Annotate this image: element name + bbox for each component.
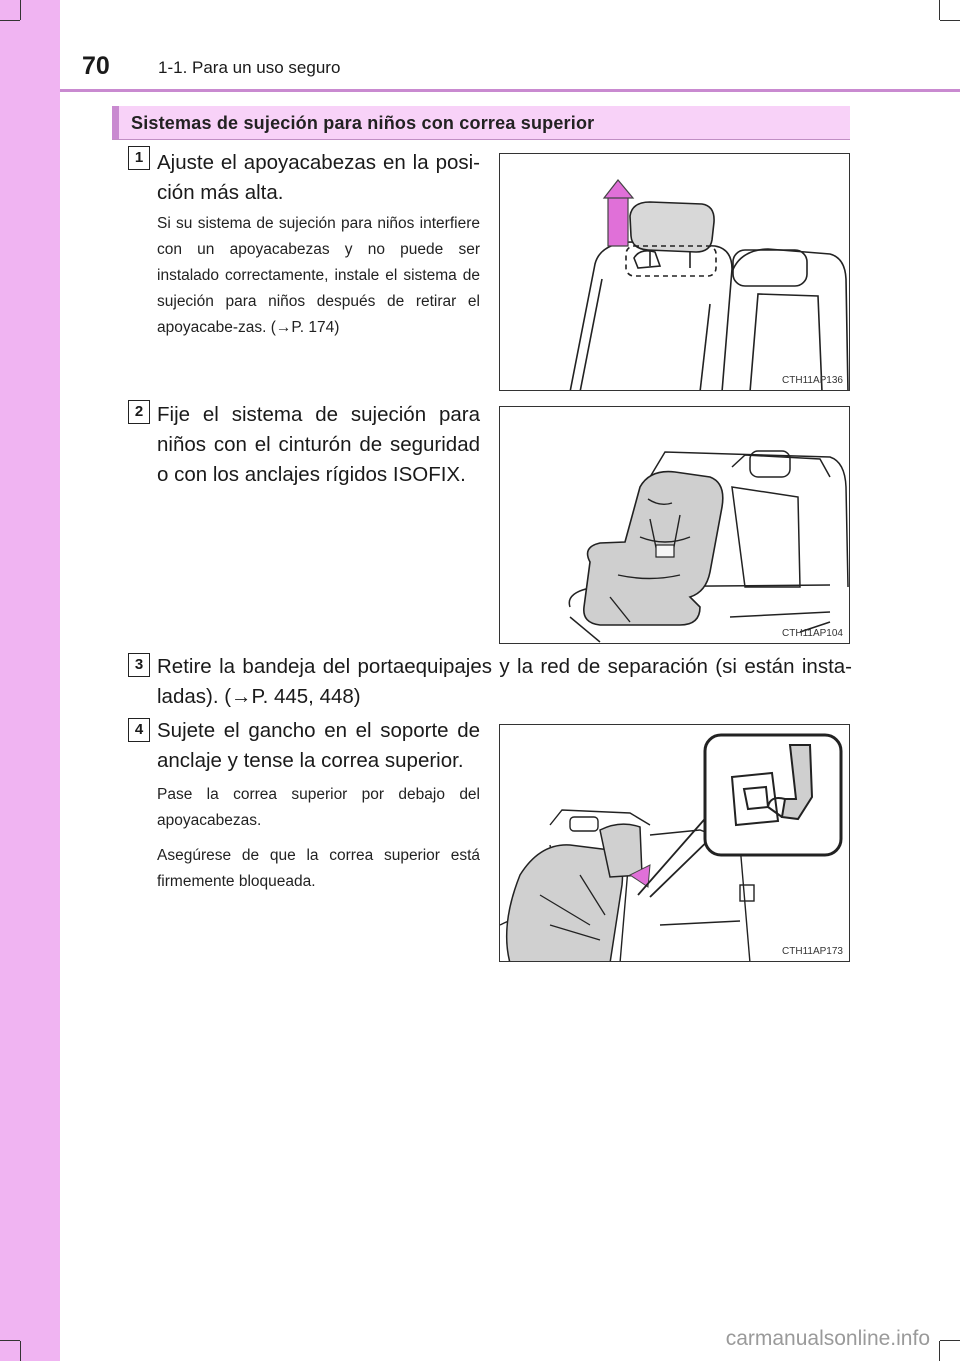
step-3-number: 3	[128, 653, 150, 677]
crop-mark-top-right	[940, 20, 960, 21]
step-3-text: Retire la bandeja del portaequipajes y la red de separación (si están insta-ladas). (→P. 445, 448)	[157, 655, 852, 708]
section-title: Sistemas de sujeción para niños con correa superior	[131, 113, 595, 133]
figure-headrest-raise	[499, 153, 850, 391]
step-2-number: 2	[128, 400, 150, 424]
figure-4-code: CTH11AP173	[782, 946, 843, 957]
step-4-note-2: Asegúrese de que la correa superior está firmemente bloqueada.	[157, 847, 480, 890]
header-rule	[60, 89, 960, 92]
chapter-title: 1-1. Para un uso seguro	[158, 58, 341, 77]
footer-watermark: carmanualsonline.info	[725, 1327, 930, 1350]
tether-anchor-illustration	[500, 725, 850, 962]
up-arrow-head	[604, 180, 633, 198]
step-1-text: Ajuste el apoyacabezas en la posi-ción más alta.	[157, 151, 480, 204]
raised-headrest	[630, 202, 714, 252]
figure-1-code: CTH11AP136	[782, 375, 843, 386]
section-marker	[112, 106, 119, 139]
child-seat-illustration	[500, 407, 850, 644]
child-seat-rear	[507, 845, 623, 962]
figure-child-seat-installed	[499, 406, 850, 644]
crop-mark-top-left	[0, 20, 20, 21]
buckle	[656, 545, 674, 557]
figure-tether-anchor	[499, 724, 850, 962]
step-4-number: 4	[128, 718, 150, 742]
page-number: 70	[82, 52, 110, 80]
headrest-illustration	[500, 154, 850, 391]
side-tab-strip	[0, 0, 60, 1361]
step-4-text: Sujete el gancho en el soporte de anclaje y tense la correa superior.	[157, 719, 480, 772]
step-2-text: Fije el sistema de sujeción para niños con el cinturón de seguridad o con los anclajes rígidos ISOFIX.	[157, 403, 480, 486]
step-1-note: Si su sistema de sujeción para niños interfiere con un apoyacabezas y no puede ser instalado correctamente, instale el sistema de sujeción para niños después de retirar el apoyacabe-zas. (→P. 174)	[157, 215, 480, 336]
step-1-number: 1	[128, 146, 150, 170]
figure-2-code: CTH11AP104	[782, 628, 843, 639]
anchor-symbol	[740, 885, 754, 901]
crop-mark-bottom-right-v	[939, 1341, 940, 1361]
section-header	[112, 106, 850, 140]
up-arrow-shaft	[608, 194, 628, 246]
crop-mark-top-left-v	[20, 0, 21, 20]
seatback-right-outline	[732, 249, 848, 391]
crop-mark-bottom-left	[0, 1340, 20, 1341]
zoom-callout	[705, 735, 841, 855]
crop-mark-bottom-left-v	[20, 1341, 21, 1361]
crop-mark-bottom-right	[940, 1340, 960, 1341]
child-seat-body	[584, 472, 723, 625]
crop-mark-top-right-v	[939, 0, 940, 20]
step-4-note-1: Pase la correa superior por debajo del apoyacabezas.	[157, 786, 480, 829]
